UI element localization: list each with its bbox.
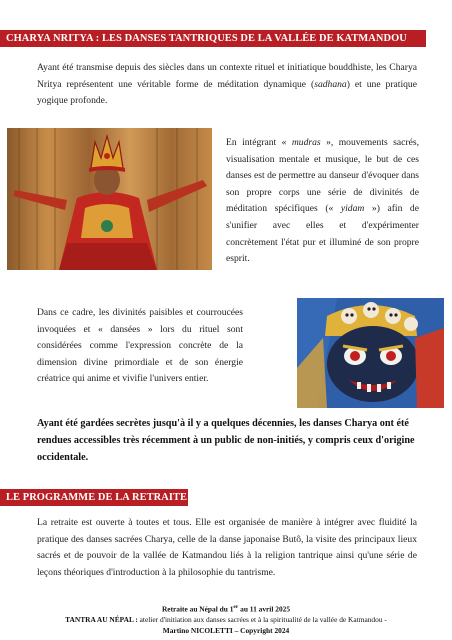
dancer-photo: [7, 128, 212, 270]
divinites-paragraph: Dans ce cadre, les divinités paisibles et courroucées invoquées et « dansées » lors du rituel sont considérées comme l'expression concrète de la dimension divine primordiale et de son énergie créatrice qui anime et vivifie l'univers entier.: [37, 307, 243, 385]
footer-dates: Retraite au Népal du 1er au 11 avril 2025: [161, 604, 291, 614]
programme-paragraph: La retraite est ouverte à toutes et tous. Elle est organisée de manière à intégrer avec fluidité la pratique des danses sacrées Charya, celle de la danse japonaise Butô, la visite des principaux lieux sacrés et de pouvoir de la vallée de Katmandou liés à la religion tantrique ainsi qu'une série de leçons théoriques d'introduction à la philosophie du tantrisme.: [37, 517, 417, 578]
footer: [0, 602, 452, 636]
section-title-text: LE PROGRAMME DE LA RETRAITE: [6, 492, 188, 503]
bhairava-mask-photo: [297, 298, 444, 408]
section-title-programme: [0, 489, 188, 506]
section-title-charya: [0, 30, 426, 47]
secret-paragraph: Ayant été gardées secrètes jusqu'à il y a quelques décennies, les danses Charya ont été rendues accessibles très récemment à un public de non-initiés, y compris ceux d'origine occidentale.: [37, 418, 415, 463]
footer-title: TANTRA AU NÉPAL : atelier d'initiation aux danses sacrées et à la spiritualité de la vallée de Katmandou -: [65, 615, 387, 625]
footer-copyright: Martino NICOLETTI – Copyright 2024: [162, 626, 290, 636]
section-title-text: CHARYA NRITYA : LES DANSES TANTRIQUES DE LA VALLÉE DE KATMANDOU: [6, 33, 407, 44]
mudras-paragraph: En intégrant « mudras », mouvements sacrés, visualisation mentale et musique, le but de ces danses est de permettre au danseur d'évoquer dans son propre corps une série de divinités de méditation spécifiques (« yidam ») afin de s'unifier avec elles et d'expérimenter concrètement l'état pur et illuminé de son propre esprit.: [226, 137, 419, 265]
intro-paragraph: Ayant été transmise depuis des siècles dans un contexte rituel et initiatique bouddhiste, les Charya Nritya représentent une véritable forme de méditation dynamique (sadhana) et une pratique yogique profonde.: [37, 62, 417, 107]
